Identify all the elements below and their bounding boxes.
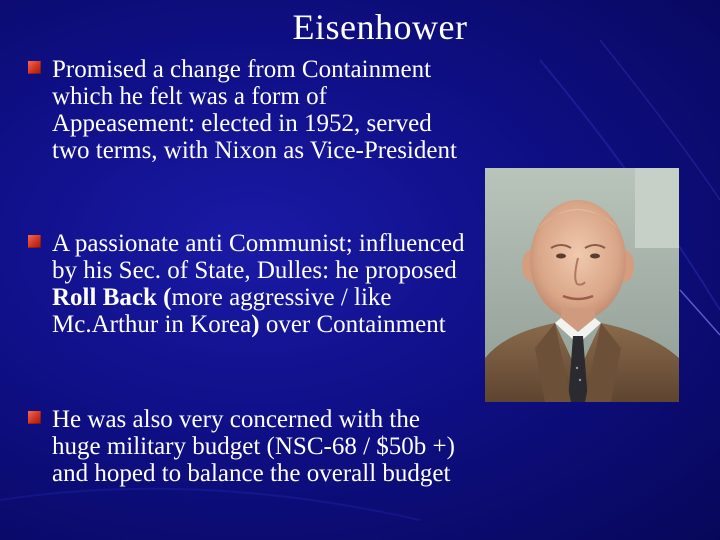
slide-title-text: Eisenhower [292, 7, 468, 47]
bullet-text-part: over Containment [259, 311, 446, 338]
bullet-marker [28, 61, 41, 74]
bullet-text-part: A passionate anti Communist; influenced by his Sec. of State, Dulles: he proposed [52, 230, 465, 284]
bullet-text-bold: ) [251, 311, 260, 338]
bullet-text: Promised a change from Containment which he felt was a form of Appeasement: elected in 1952, served two terms, with Nixon as Vice-President [52, 56, 457, 164]
slide-title [0, 6, 720, 48]
bullet-text-bold: ( [163, 284, 172, 311]
bullet-text-bold: Roll Back [52, 284, 157, 311]
eisenhower-portrait-photo [485, 168, 679, 402]
bullet-text [52, 230, 472, 338]
bullet-text-part: more aggressive / like Mc.Arthur in Korea [52, 284, 392, 338]
bullet-text: He was also very concerned with the huge military budget (NSC-68 / $50b +) and hoped to balance the overall budget [52, 406, 455, 487]
bullet-marker [28, 411, 41, 424]
bullet-marker [28, 235, 41, 248]
portrait-illustration [485, 168, 679, 402]
